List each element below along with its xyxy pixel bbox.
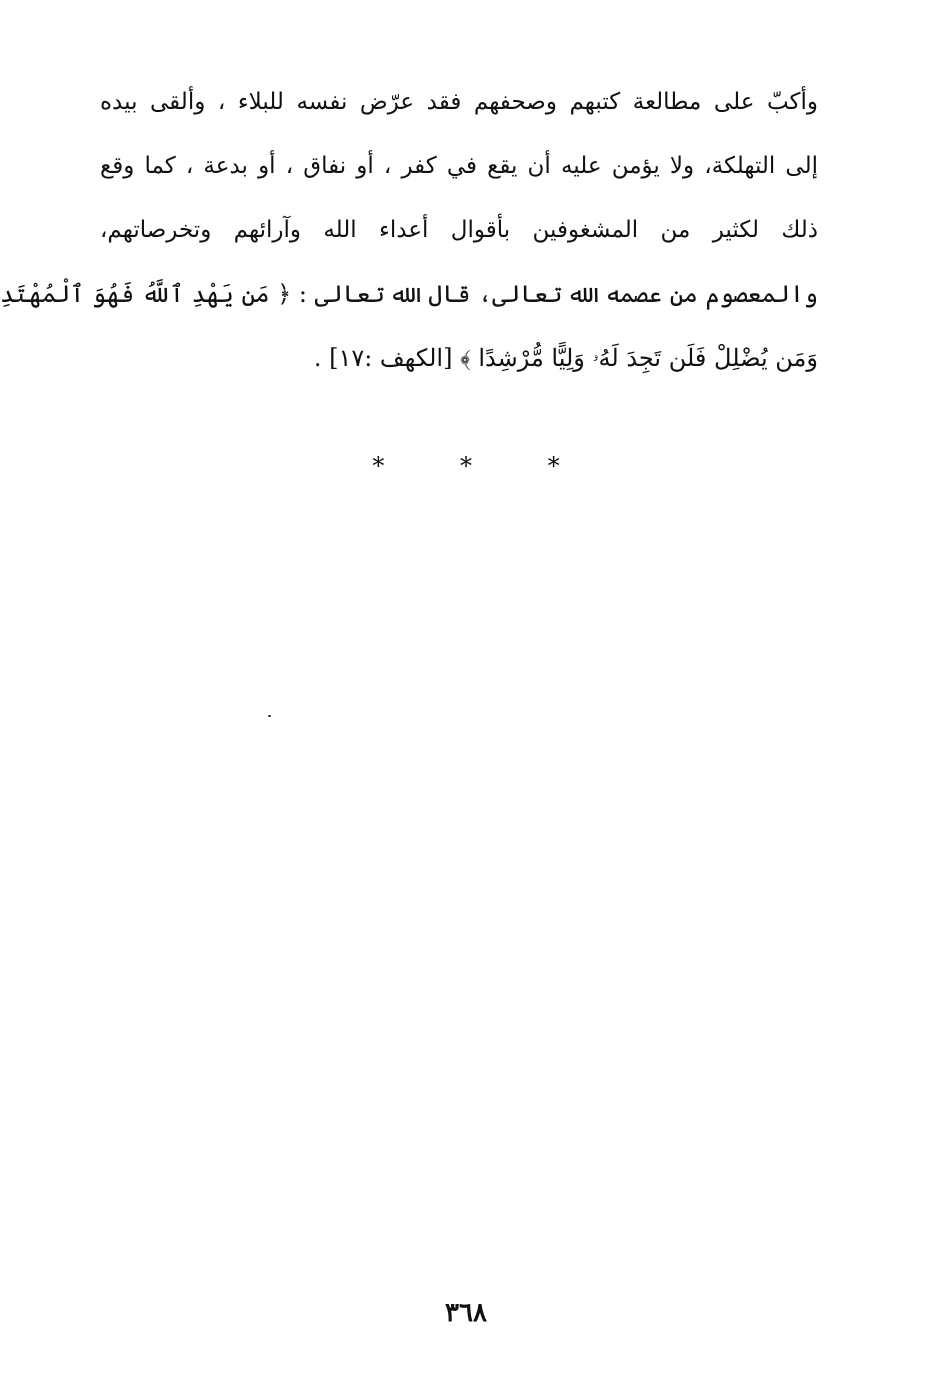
page-number: ٣٦٨	[445, 1298, 487, 1328]
text-line-1: وأكبّ على مطالعة كتبهم وصحفهم فقد عرّض نفسه للبلاء ، وألقى بيده	[100, 89, 818, 115]
body-paragraph	[0, 70, 818, 390]
text-line-2: إلى التهلكة، ولا يؤمن عليه أن يقع في كفر ، أو نفاق ، أو بدعة ، كما وقع	[100, 153, 818, 179]
text-line-5: وَمَن يُضْلِلْ فَلَن تَجِدَ لَهُۥ وَلِيًّا مُّرْشِدًا ﴾ [الكهف :١٧] .	[313, 344, 818, 372]
text-line-3: ذلك لكثير من المشغوفين بأقوال أعداء الله وآرائهم وتخرصاتهم،	[100, 217, 818, 243]
scan-speck	[268, 715, 271, 717]
text-line-4: والمعصوم من عصمه الله تعالى، قال الله تعالى : ﴿ مَن يَهْدِ ٱللَّهُ فَهُوَ ٱلْمُهْتَدِ	[0, 280, 818, 308]
section-separator: * * *	[372, 452, 594, 480]
